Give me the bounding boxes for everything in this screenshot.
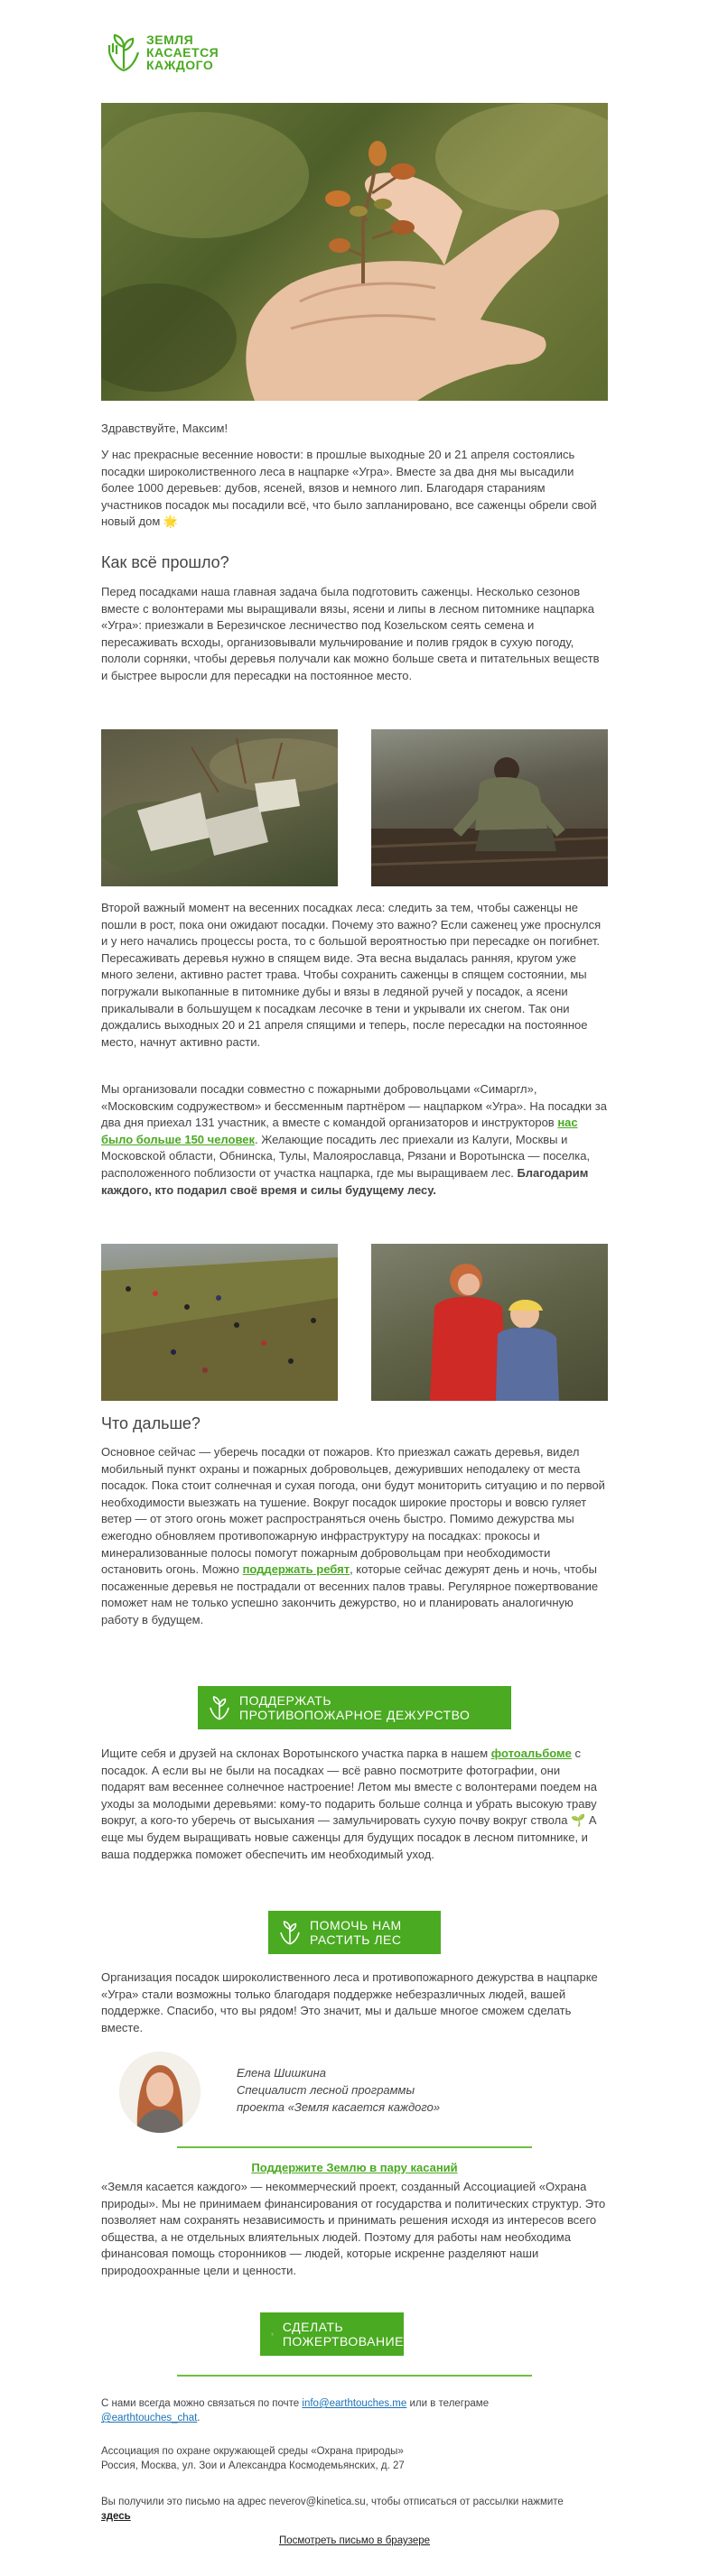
photo-mother-and-child	[371, 1244, 608, 1401]
participants-link[interactable]: нас было больше 150 человек	[101, 1116, 578, 1146]
volunteer-illustration	[371, 729, 608, 886]
logo[interactable]	[107, 32, 219, 72]
signature-name: Елена Шишкина	[237, 2066, 326, 2080]
unsubscribe-link[interactable]: здесь	[101, 2511, 131, 2522]
button-label: ПРОТИВОПОЖАРНОЕ ДЕЖУРСТВО	[239, 1708, 471, 1722]
view-in-browser-link[interactable]: Посмотреть письмо в браузере	[278, 2535, 431, 2546]
signature-avatar	[119, 2052, 201, 2133]
signature-role: проекта «Земля касается каждого»	[237, 2100, 441, 2114]
section1-paragraph-3	[101, 1081, 607, 1199]
hero-photo-hands-sapling	[101, 103, 608, 401]
photo-album-link[interactable]: фотоальбоме	[490, 1747, 572, 1760]
photo-volunteers-on-slope	[101, 1244, 338, 1401]
greeting: Здравствуйте, Максим!	[101, 422, 229, 435]
footer-contact-text: или в телеграме	[406, 2398, 490, 2409]
help-grow-forest-button[interactable]	[268, 1911, 441, 1954]
section2-paragraph-3: Организация посадок широколиственного леса и противопожарного дежурства в нацпарке «Угра» стали возможны только благодаря поддержке небезразличных людей, вашей поддержке. Спасибо, что вы рядом! Это значит, мы и дальше многое сможем сделать вместе.	[101, 1970, 598, 2034]
support-heading	[101, 2161, 608, 2174]
signature-role: Специалист лесной программы	[237, 2083, 415, 2097]
button-label: СДЕЛАТЬ	[282, 2320, 344, 2334]
footer-org-name: Ассоциация по охране окружающей среды «Охрана природы»	[101, 2446, 404, 2457]
signature-block	[237, 2064, 440, 2116]
hands-illustration	[101, 103, 608, 401]
footer-unsubscribe	[101, 2495, 607, 2524]
section2-paragraph-2	[101, 1746, 607, 1863]
hand-leaf-icon	[271, 2321, 274, 2348]
hand-leaf-icon	[279, 1919, 301, 1946]
avatar-illustration	[119, 2052, 201, 2133]
intro-paragraph: У нас прекрасные весенние новости: в прошлые выходные 20 и 21 апреля состоялись посадки широколиственного леса в нацпарке «Угра». Вместе за два дня мы высадили более 1000 деревьев: дубов, ясеней, вязов и немного лип. Благодаря стараниям участников посадок мы посадили всё, что было запланировано, все саженцы обрели свой новый дом 🌟	[101, 448, 597, 529]
footer-address: Россия, Москва, ул. Зои и Александра Космодемьянских, д. 27	[101, 2460, 405, 2471]
section1-paragraph-2: Второй важный момент на весенних посадках леса: следить за тем, чтобы саженцы не пошли в рост, пока они ожидают посадки. Почему это важно? Если саженец уже проснулся и у него начались процессы роста, то с большой вероятностью при пересадке он погибнет. Пересаживать деревья нужно в спящем виде. Эта весна выдалась ранняя, кругом уже много зелени, активно растет трава. Чтобы сохранить саженцы в спящем состоянии, мы погружали выкопанные в питомнике дубы и вязы в ледяной ручей у посадок, а ясени прикалывали в большущем к посадкам лесочке в тени и укрывали их снегом. Так они дождались выходных 20 и 21 апреля спящими и теперь, после пересадки на постоянное место, начнут активно расти.	[101, 901, 602, 1049]
thanks-bold-text: Благодарим каждого, кто подарил своё время и силы будущему лесу.	[101, 1165, 589, 1197]
button-label: ПОЖЕРТВОВАНИЕ	[282, 2334, 404, 2349]
bags-illustration	[101, 729, 338, 886]
divider	[177, 2146, 532, 2148]
slope-illustration	[101, 1244, 338, 1401]
support-fire-watch-button[interactable]	[198, 1686, 511, 1729]
footer-contact	[101, 2396, 607, 2425]
section-title-whats-next: Что дальше?	[101, 1414, 201, 1432]
footer-contact-text: С нами всегда можно связаться по почте	[101, 2398, 303, 2409]
section-title-how-it-went: Как всё прошло?	[101, 553, 229, 571]
section2-paragraph-1	[101, 1444, 607, 1629]
footer-browser	[101, 2535, 608, 2546]
section1-paragraph-1: Перед посадками наша главная задача была подготовить саженцы. Несколько сезонов вместе с волонтерами мы выращивали вязы, ясени и липы в лесном питомнике нацпарка «Угра»: приезжали в Березичское лесничество под Козельском сеять семена и пересаживать всходы, организовывали мульчирование и полив грядок в сухую погоду, пололи сорняки, чтобы деревья получали как можно больше света и питательных веществ и быстрее выросли для пересадки на постоянное место.	[101, 585, 600, 682]
button-label: ПОМОЧЬ НАМ	[310, 1918, 402, 1932]
make-donation-button[interactable]	[260, 2312, 404, 2356]
photo-saplings-in-bags	[101, 729, 338, 886]
logo-line: КАСАЕТСЯ	[146, 45, 219, 60]
footer-email-link[interactable]: info@earthtouches.me	[302, 2398, 407, 2409]
logo-line: КАЖДОГО	[146, 58, 214, 72]
support-paragraph: «Земля касается каждого» — некоммерческий проект, созданный Ассоциацией «Охрана природы». Мы не принимаем финансирования от государства и политических структур. Это позволяет нам сохранять независимость и принимать решения исходя из интересов всего общества, а не отдельных влиятельных людей. Поэтому для работы нам необходима финансовая помощь сторонников — людей, которые искренне разделяют наши природоохранные цели и ценности.	[101, 2180, 606, 2277]
divider	[177, 2375, 532, 2377]
section2-paragraph-1-text: Основное сейчас — уберечь посадки от пожаров. Кто приезжал сажать деревья, видел мобильный пункт охраны и пожарных добровольцев, дежуривших неподалеку от места посадок. Пока стоит солнечная и сухая погода, они будут мониторить ситуацию и по первой необходимости выезжать на тушение. Вокруг посадок широкие просторы и вовсю гуляет ветер — от этого огонь может распространяться очень быстро. Помимо дежурства мы ежегодно обновляем противопожарную инфраструктуру на посадках: прокосы и минерализованные полосы помогут пожарным добровольцам при необходимости остановить огонь. Можно	[101, 1445, 605, 1577]
section1-paragraph-3-text: . Желающие посадить лес приехали из Калуги, Москвы и Московской области, Обнинска, Тулы, Малоярославца, Рязани и Воротынска — поселка, расположенного поблизости от участка нацпарка, где мы выращиваем лес.	[101, 1132, 591, 1180]
hand-leaf-icon	[209, 1694, 230, 1721]
section1-paragraph-3-text: Мы организовали посадки совместно с пожарными добровольцами «Симаргл», «Московским содружеством» и бессменным партнёром — нацпарком «Угра». На посадки за два дня приехал 131 участник, а вместе с командой организаторов и инструкторов	[101, 1082, 607, 1130]
mother-child-illustration	[371, 1244, 608, 1401]
footer-unsubscribe-text: Вы получили это письмо на адрес neverov@kinetica.su, чтобы отписаться от рассылки нажмите	[101, 2497, 564, 2507]
hand-leaf-logo-icon	[107, 32, 141, 72]
section2-paragraph-2-text: с посадок. А если вы не были на посадках — всё равно посмотрите фотографии, они подарят вам весеннее солнечное настроение! Летом мы вместе с волонтерами поедем на уходы за молодыми деревьями: кому-то подарить больше солнца и убрать высокую траву вокруг, а кого-то уберечь от высыхания — замульчировать сухую почву вокруг ствола 🌱 А еще мы будем выращивать новые саженцы для будущих посадок в лесном питомнике, и ваша поддержка поможет обеспечить им необходимый уход.	[101, 1747, 597, 1861]
section2-paragraph-1-text: , которые сейчас дежурят день и ночь, чтобы посаженные деревья не пострадали от весенних палов травы. Регулярное пожертвование поможет нам не только успешно закончить дежурство, но и планировать аналогичную работу в будущем.	[101, 1562, 599, 1626]
photo-volunteer-planting	[371, 729, 608, 886]
logo-line: ЗЕМЛЯ	[146, 32, 194, 47]
button-label: РАСТИТЬ ЛЕС	[310, 1932, 402, 1947]
support-earth-link[interactable]: Поддержите Землю в пару касаний	[251, 2161, 458, 2174]
section2-paragraph-2-text: Ищите себя и друзей на склонах Воротынского участка парка в нашем	[101, 1747, 491, 1760]
footer-telegram-link[interactable]: @earthtouches_chat	[101, 2413, 198, 2423]
support-team-link[interactable]: поддержать ребят	[242, 1562, 350, 1577]
button-label: ПОДДЕРЖАТЬ	[239, 1693, 332, 1708]
footer-org	[101, 2444, 607, 2473]
logo-text	[146, 33, 219, 71]
footer-contact-text: .	[197, 2413, 201, 2423]
